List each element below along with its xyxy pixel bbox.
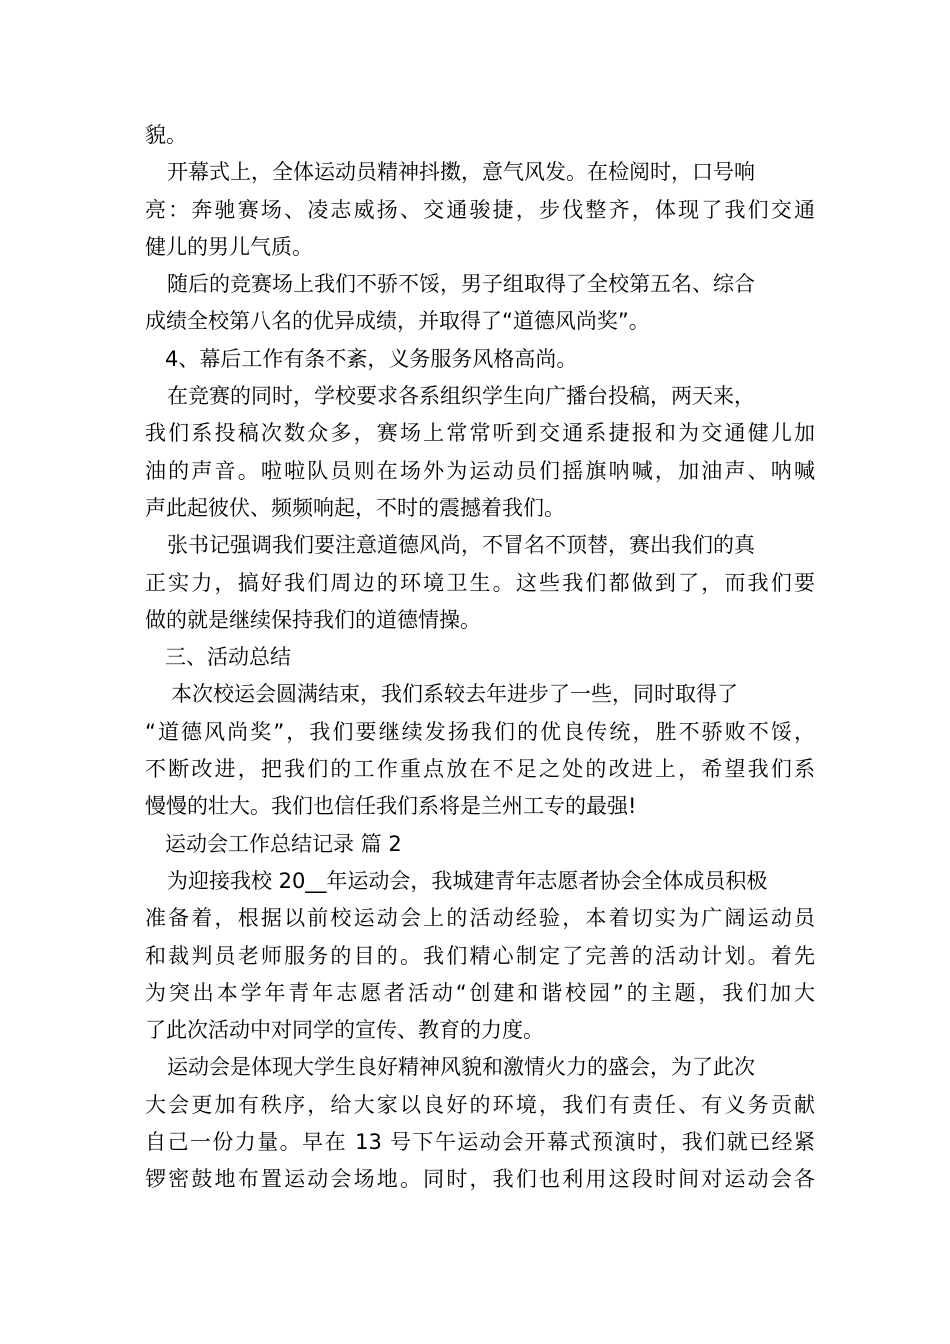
text-line: 貌。 [145,123,187,147]
text-line: 正实力，搞好我们周边的环境卫生。这些我们都做到了，而我们要 [145,570,815,595]
text-line: “道德风尚奖”，我们要继续发扬我们的优良传统，胜不骄败不馁， [145,719,815,744]
text-line: 声此起彼伏、频频响起，不时的震撼着我们。 [145,495,565,520]
article-title-part-2: 运动会工作总结记录 篇 2 [165,831,402,856]
text-line: 亮：奔驰赛场、凌志威扬、交通骏捷，步伐整齐，体现了我们交通 [145,197,815,222]
text-line: 锣密鼓地布置运动会场地。同时，我们也利用这段时间对运动会各 [145,1167,815,1192]
text-line: 油的声音。啦啦队员则在场外为运动员们摇旗呐喊，加油声、呐喊 [145,458,815,483]
text-line: 我们系投稿次数众多，赛场上常常听到交通系捷报和为交通健儿加 [145,421,815,446]
paragraph-opening-ceremony: 开幕式上，全体运动员精神抖擞，意气风发。在检阅时，口号响 [167,160,755,185]
text-line: 成绩全校第八名的优异成绩，并取得了“道德风尚奖”。 [145,309,650,334]
text-line: 大会更加有秩序，给大家以良好的环境，我们有责任、有义务贡献 [145,1092,815,1117]
paragraph-summary: 本次校运会圆满结束，我们系较去年进步了一些，同时取得了 [171,682,738,707]
paragraph-secretary: 张书记强调我们要注意道德风尚，不冒名不顶替，赛出我们的真 [167,533,755,558]
text-line: 和裁判员老师服务的目的。我们精心制定了完善的活动计划。着先 [145,943,815,968]
section-heading-summary: 三、活动总结 [165,645,291,670]
paragraph-volunteers: 为迎接我校 20__年运动会，我城建青年志愿者协会全体成员积极 [167,868,768,893]
text-line: 做的就是继续保持我们的道德情操。 [145,607,481,632]
paragraph-broadcast: 在竞赛的同时，学校要求各系组织学生向广播台投稿，两天来， [167,384,755,409]
text-line: 不断改进，把我们的工作重点放在不足之处的改进上，希望我们系 [145,757,815,782]
paragraph-competition: 随后的竞赛场上我们不骄不馁，男子组取得了全校第五名、综合 [167,272,755,297]
section-heading-backstage: 4、幕后工作有条不紊，义务服务风格高尚。 [165,346,578,371]
text-line: 为突出本学年青年志愿者活动“创建和谐校园”的主题，我们加大 [145,980,815,1005]
text-line: 准备着，根据以前校运动会上的活动经验，本着切实为广阔运动员 [145,906,815,931]
text-line: 慢慢的壮大。我们也信任我们系将是兰州工专的最强! [145,794,637,819]
text-line: 了此次活动中对同学的宣传、教育的力度。 [145,1018,544,1043]
text-line: 自己一份力量。早在 13 号下午运动会开幕式预演时，我们就已经紧 [145,1130,815,1155]
text-line: 健儿的男儿气质。 [145,234,313,259]
document-body [145,117,815,1199]
paragraph-sports-meeting: 运动会是体现大学生良好精神风貌和激情火力的盛会，为了此次 [167,1055,755,1080]
